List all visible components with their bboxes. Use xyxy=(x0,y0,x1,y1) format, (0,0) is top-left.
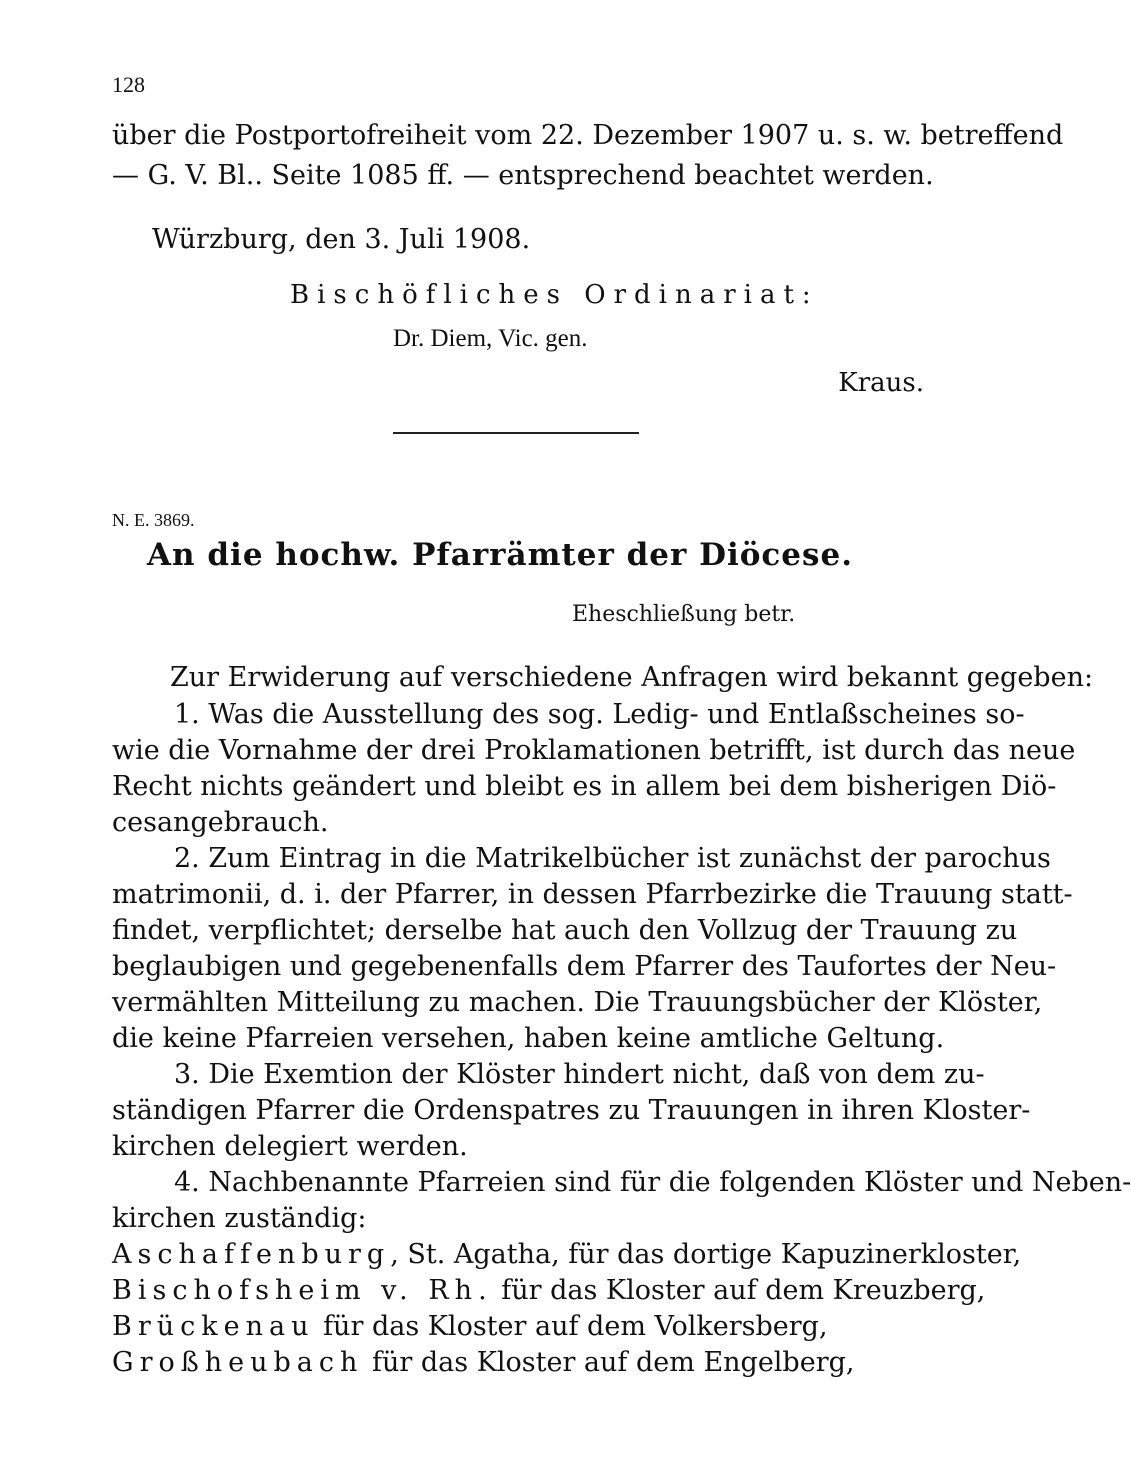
section-divider xyxy=(393,432,639,434)
text-line: Recht nichts geändert und bleibt es in allem bei dem bisherigen Diö- xyxy=(112,771,1057,802)
text-line: wie die Vornahme der drei Proklamationen betrifft, ist durch das neue xyxy=(112,735,1076,766)
list-item xyxy=(112,1345,932,1381)
text-line: cesangebrauch. xyxy=(112,807,329,838)
list-item-text: für das Kloster auf dem Engelberg, xyxy=(363,1347,855,1378)
text-line: beglaubigen und gegebenenfalls dem Pfarrer des Taufortes der Neu- xyxy=(112,951,1057,982)
text-line: 2. Zum Eintrag in die Matrikelbücher ist zunächst der parochus xyxy=(174,843,1051,874)
text-line: 3. Die Exemtion der Klöster hindert nicht, daß von dem zu- xyxy=(174,1059,985,1090)
list-item xyxy=(112,1273,986,1309)
text-line: 1. Was die Ausstellung des sog. Ledig- und Entlaßscheines so- xyxy=(174,699,1025,730)
text-line: die keine Pfarreien versehen, haben keine amtliche Geltung. xyxy=(112,1023,945,1054)
place-name: Großheubach xyxy=(112,1347,364,1378)
text-line: über die Postportofreiheit vom 22. Dezember 1907 u. s. w. betreffend xyxy=(112,120,1064,151)
text-line: 4. Nachbenannte Pfarreien sind für die folgenden Klöster und Neben- xyxy=(174,1167,1131,1198)
reference-number: N. E. 3869. xyxy=(112,510,195,530)
list-item-text: für das Kloster auf dem Volkersberg, xyxy=(314,1311,828,1342)
list-item xyxy=(112,1309,932,1345)
subject-line: Eheschließung betr. xyxy=(572,602,796,627)
section-heading: An die hochw. Pfarrämter der Diöcese. xyxy=(146,537,853,573)
list-item-text: für das Kloster auf dem Kreuzberg, xyxy=(492,1275,986,1306)
text-line: — G. V. Bl.. Seite 1085 ff. — entsprechend beachtet werden. xyxy=(112,160,934,191)
text-line: matrimonii, d. i. der Pfarrer, in dessen Pfarrbezirke die Trauung statt- xyxy=(112,879,1073,910)
signature-secretary: Kraus. xyxy=(838,368,924,398)
signature-name: Dr. Diem, Vic. gen. xyxy=(393,325,588,352)
place-name: Brückenau xyxy=(112,1311,315,1342)
list-item-text: , St. Agatha, für das dortige Kapuzinerkloster, xyxy=(390,1239,1022,1270)
text-line: ständigen Pfarrer die Ordenspatres zu Trauungen in ihren Kloster- xyxy=(112,1095,1031,1126)
text-line: kirchen delegiert werden. xyxy=(112,1131,468,1162)
text-line: findet, verpflichtet; derselbe hat auch den Vollzug der Trauung zu xyxy=(112,915,1018,946)
place-name: Aschaffenburg xyxy=(112,1239,391,1270)
text-line: vermählten Mitteilung zu machen. Die Trauungsbücher der Klöster, xyxy=(112,987,1043,1018)
dateline: Würzburg, den 3. Juli 1908. xyxy=(152,224,531,255)
text-line: kirchen zuständig: xyxy=(112,1203,367,1234)
place-name: Bischofsheim v. Rh. xyxy=(112,1275,493,1306)
list-item xyxy=(112,1237,1022,1273)
page-number: 128 xyxy=(112,72,145,97)
signature-office: Bischöfliches Ordinariat: xyxy=(290,280,819,310)
text-line: Zur Erwiderung auf verschiedene Anfragen wird bekannt gegeben: xyxy=(170,662,1094,693)
